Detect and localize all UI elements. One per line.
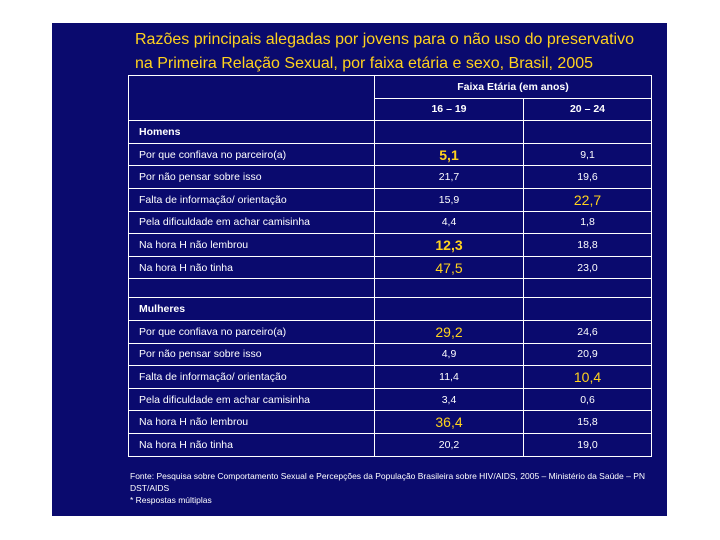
table-row [129, 433, 652, 456]
col-header-20-24: 20 – 24 [524, 98, 652, 121]
footnote-note: * Respostas múltiplas [130, 495, 212, 505]
section-row-homens [129, 121, 652, 144]
header-row-group [129, 76, 652, 99]
value-cell: 47,5 [375, 256, 524, 279]
table-row [129, 143, 652, 166]
section-row-mulheres [129, 298, 652, 321]
table-row [129, 343, 652, 366]
value-cell: 4,9 [375, 343, 524, 366]
table-row [129, 166, 652, 189]
value-cell: 36,4 [375, 411, 524, 434]
reason-cell: Pela dificuldade em achar camisinha [129, 211, 375, 234]
value-cell: 0,6 [524, 388, 652, 411]
table-row [129, 188, 652, 211]
value-cell: 10,4 [524, 366, 652, 389]
value-cell: 19,0 [524, 433, 652, 456]
value-cell: 1,8 [524, 211, 652, 234]
reason-cell: Na hora H não tinha [129, 433, 375, 456]
title-line-1: Razões principais alegadas por jovens para o não uso do preservativo [135, 31, 634, 48]
slide-title [135, 28, 655, 76]
value-cell: 4,4 [375, 211, 524, 234]
reason-cell: Falta de informação/ orientação [129, 366, 375, 389]
table-row [129, 211, 652, 234]
value-cell: 22,7 [524, 188, 652, 211]
reason-cell: Na hora H não lembrou [129, 411, 375, 434]
reason-cell: Por que confiava no parceiro(a) [129, 320, 375, 343]
reason-cell: Por não pensar sobre isso [129, 343, 375, 366]
value-cell: 11,4 [375, 366, 524, 389]
value-cell: 23,0 [524, 256, 652, 279]
reason-cell: Falta de informação/ orientação [129, 188, 375, 211]
table-row [129, 320, 652, 343]
reason-cell: Na hora H não tinha [129, 256, 375, 279]
footnote-source: Fonte: Pesquisa sobre Comportamento Sexual e Percepções da População Brasileira sobre HIV/AIDS, 2005 – Ministério da Saúde – PN DST/AIDS [130, 471, 646, 493]
table-row [129, 366, 652, 389]
value-cell: 15,8 [524, 411, 652, 434]
group-header: Faixa Etária (em anos) [375, 76, 652, 99]
footnote [130, 470, 660, 506]
table-row [129, 411, 652, 434]
section-label-homens: Homens [129, 121, 375, 144]
value-cell: 20,9 [524, 343, 652, 366]
section-label-mulheres: Mulheres [129, 298, 375, 321]
col-header-16-19: 16 – 19 [375, 98, 524, 121]
data-table [128, 75, 652, 457]
spacer-row [129, 279, 652, 298]
reason-cell: Na hora H não lembrou [129, 234, 375, 257]
value-cell: 21,7 [375, 166, 524, 189]
table-row [129, 388, 652, 411]
value-cell: 20,2 [375, 433, 524, 456]
table-row [129, 234, 652, 257]
value-cell: 5,1 [375, 143, 524, 166]
value-cell: 9,1 [524, 143, 652, 166]
value-cell: 24,6 [524, 320, 652, 343]
value-cell: 18,8 [524, 234, 652, 257]
value-cell: 19,6 [524, 166, 652, 189]
value-cell: 15,9 [375, 188, 524, 211]
title-line-2: na Primeira Relação Sexual, por faixa etária e sexo, Brasil, 2005 [135, 55, 594, 72]
reason-cell: Por não pensar sobre isso [129, 166, 375, 189]
value-cell: 29,2 [375, 320, 524, 343]
reason-cell: Por que confiava no parceiro(a) [129, 143, 375, 166]
value-cell: 3,4 [375, 388, 524, 411]
reason-cell: Pela dificuldade em achar camisinha [129, 388, 375, 411]
header-empty-cell [129, 76, 375, 121]
value-cell: 12,3 [375, 234, 524, 257]
table-row [129, 256, 652, 279]
